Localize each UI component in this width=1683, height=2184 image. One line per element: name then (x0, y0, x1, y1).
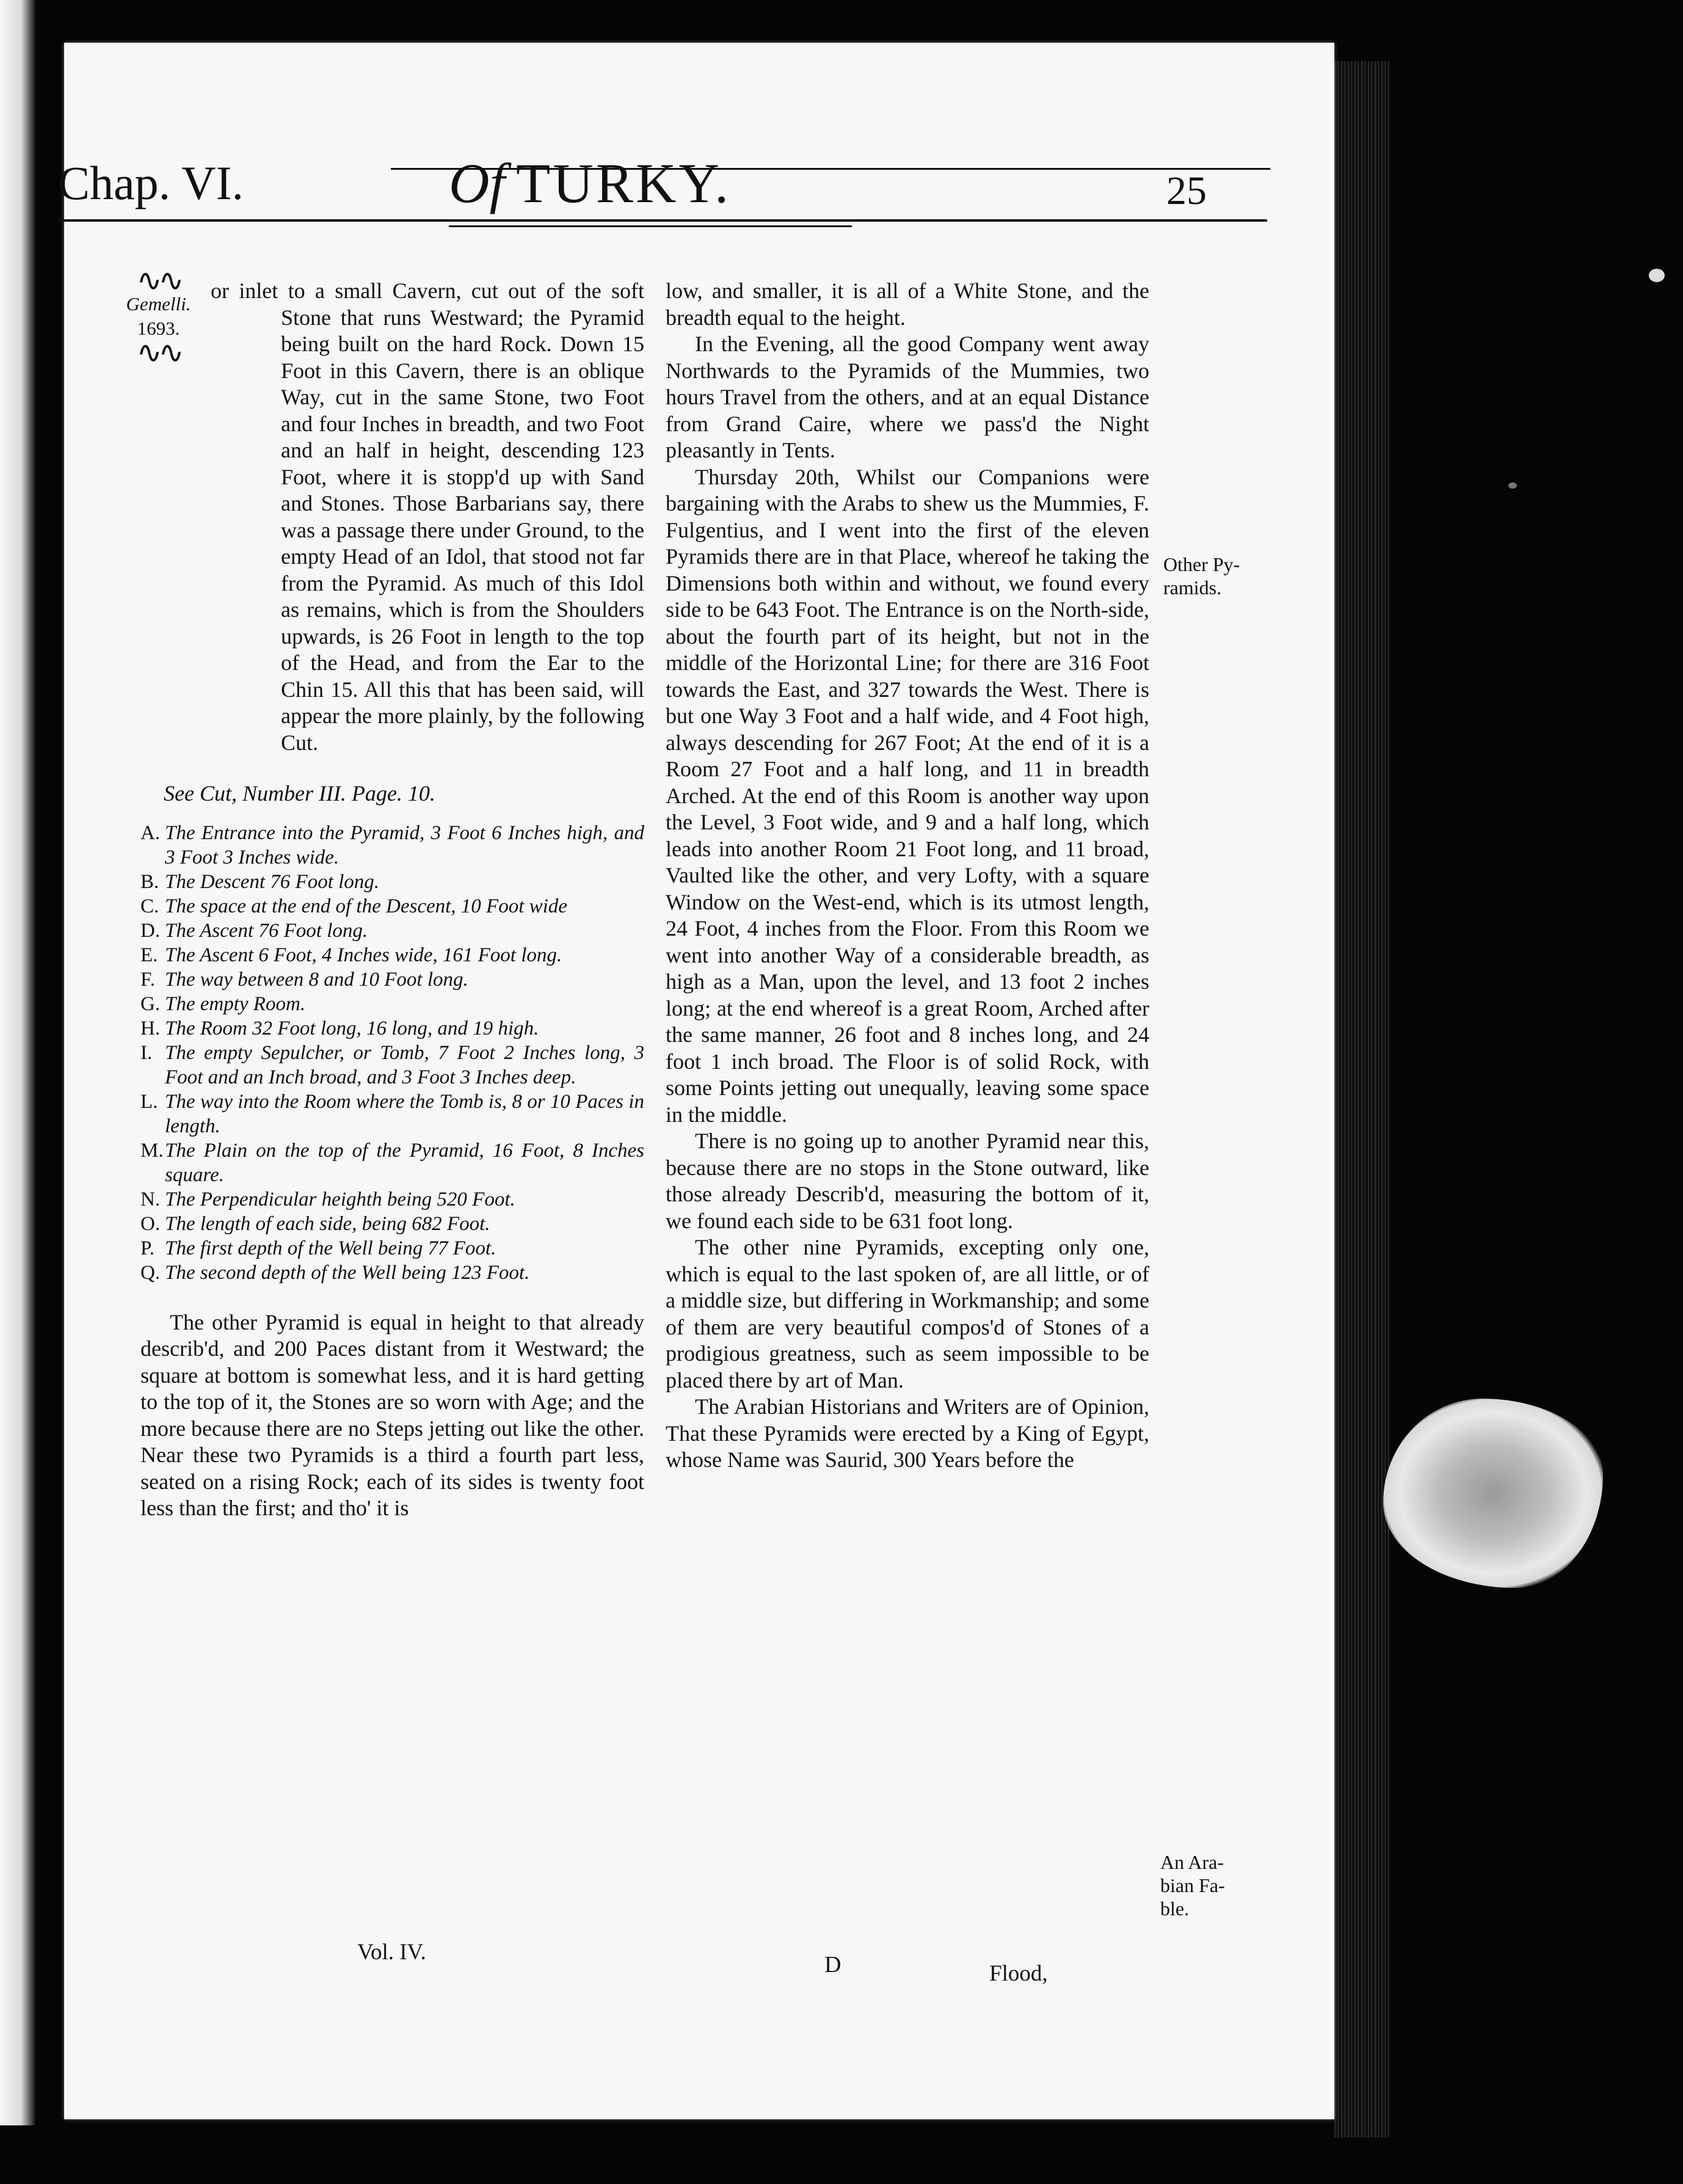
paragraph: The other Pyramid is equal in height to that already describ'd, and 200 Paces distant from it Westward; the square at bottom is somewhat less, and it is hard getting to the top of it, the Stones are so worn with Age; and the more because there are no Steps jetting out like the other. Near these two Pyramids is a third a fourth part less, seated on a rising Rock; each of its sides is twenty foot less than the first; and tho' it is (140, 1309, 644, 1520)
chapter-label: Chap. VI. (58, 156, 244, 209)
header-rule-double (449, 225, 852, 227)
figure-reference: See Cut, Number III. Page. 10. (164, 781, 435, 806)
volume-number: Vol. IV. (357, 1940, 426, 1965)
margin-note-arabian-fable: An Ara- bian Fa- ble. (1160, 1851, 1225, 1920)
legend-item: I. The empty Sepulcher, or Tomb, 7 Foot 2 Inches long, 3 Foot and an Inch broad, and 3 Foot 3 Inches deep. (140, 1041, 644, 1088)
right-column (666, 278, 1149, 1474)
legend-item: G. The empty Room. (140, 992, 306, 1015)
header-rule (58, 219, 1267, 222)
dust-speck (1508, 482, 1517, 489)
paragraph: The Arabian Historians and Writers are of Opinion, That these Pyramids were erected by a King of Egypt, whose Name was Saurid, 300 Years before the (666, 1394, 1149, 1472)
legend-item: Q. The second depth of the Well being 123 Foot. (140, 1261, 530, 1284)
paragraph: The other nine Pyramids, excepting only one, which is equal to the last spoken of, are all little, or of a middle size, but differing in Workmanship; and some of them are very beautiful compos'd of Stones of a prodigious greatness, such as seem impossible to be placed there by art of Man. (666, 1235, 1149, 1392)
paragraph: Thursday 20th, Whilst our Companions were bargaining with the Arabs to shew us the Mummies, F. Fulgentius, and I went into the first of the eleven Pyramids there are in that Place, whereof he taking the Dimensions both within and without, we found every side to be 643 Foot. The Entrance is on the North-side, about the fourth part of its height, but not in the middle of the Horizontal Line; for there are 316 Foot towards the East, and 327 towards the West. There is but one Way 3 Foot and a half wide, and 4 Foot high, always descending for 267 Foot; At the end of it is a Room 27 Foot and a half long, and 11 in breadth Arched. At the end of this Room is another way upon the Level, 3 Foot wide, and 9 and a half long, which leads into another Room 21 Foot long, and 11 broad, Vaulted like the other, and very Lofty, with a square Window on the West-end, which is its utmost length, 24 Foot, 4 inches from the Floor. From this Room we went into another Way of a considerable breadth, as high as a Man, upon the level, and 13 foot 2 inches long; at the end whereof is a great Room, Arched after the same manner, 26 foot and 8 inches long, and 24 foot 1 inch broad. The Floor is of solid Rock, with some Points jetting out unequally, leaving some space in the middle. (666, 464, 1149, 1127)
running-header (58, 152, 1207, 229)
legend-item: H. The Room 32 Foot long, 16 long, and 19 high. (140, 1017, 539, 1039)
figure-legend (140, 821, 644, 1285)
legend-item: O. The length of each side, being 682 Foot. (140, 1212, 490, 1235)
running-title-main: TURKY. (516, 152, 732, 214)
running-title (449, 151, 731, 216)
paragraph: or inlet to a small Cavern, cut out of the soft Stone that runs Westward; the Pyramid being built on the hard Rock. Down 15 Foot in this Cavern, there is an oblique Way, cut in the same Stone, two Foot and four Inches in breadth, and two Foot and an half in height, descending 123 Foot, where it is stopp'd up with Sand and Stones. Those Barbarians say, there was a passage there under Ground, to the empty Head of an Idol, that stood not far from the Pyramid. As much of this Idol as remains, which is from the Shoulders upwards, is 26 Foot in length to the top of the Head, and from the Ear to the Chin 15. All this that has been said, will appear the more plainly, by the following Cut. (211, 278, 644, 755)
legend-item: C. The space at the end of the Descent, 10 Foot wide (140, 895, 567, 917)
legend-item: A. The Entrance into the Pyramid, 3 Foot 6 Inches high, and 3 Foot 3 Inches wide. (140, 821, 644, 868)
legend-item: D. The Ascent 76 Foot long. (140, 919, 368, 942)
legend-item: P. The first depth of the Well being 77 Foot. (140, 1237, 496, 1259)
paragraph: There is no going up to another Pyramid near this, because there are no stops in the Stone outward, like those already Describ'd, measuring the bottom of it, we found each side to be 631 foot long. (666, 1129, 1149, 1233)
signature-mark: D (824, 1952, 842, 1978)
margin-note-other-pyramids: Other Py- ramids. (1163, 553, 1240, 599)
catchword: Flood, (989, 1961, 1048, 1986)
legend-item: L. The way into the Room where the Tomb is, 8 or 10 Paces in length. (140, 1090, 644, 1137)
left-column (140, 278, 644, 1522)
legend-item: F. The way between 8 and 10 Foot long. (140, 968, 468, 991)
flourish-ornament: ∿∿ (136, 335, 181, 369)
paragraph: low, and smaller, it is all of a White Stone, and the breadth equal to the height. (666, 278, 1149, 330)
paragraph: In the Evening, all the good Company went away Northwards to the Pyramids of the Mummies, two hours Travel from the others, and at an equal Distance from Grand Caire, where we pass'd the Night pleasantly in Tents. (666, 332, 1149, 462)
facing-page-edge (0, 0, 35, 2125)
legend-item: E. The Ascent 6 Foot, 4 Inches wide, 161 Foot long. (140, 944, 562, 966)
page-number: 25 (1166, 169, 1207, 213)
dust-speck (1649, 269, 1665, 282)
flourish-ornament: ∿∿ (136, 263, 181, 297)
margin-year: 1693. (137, 318, 180, 339)
margin-author: Gemelli. (126, 293, 191, 315)
legend-item: B. The Descent 76 Foot long. (140, 870, 380, 893)
legend-item: N. The Perpendicular heighth being 520 Foot. (140, 1188, 515, 1210)
legend-item: M. The Plain on the top of the Pyramid, 16 Foot, 8 Inches square. (140, 1139, 644, 1186)
running-title-of: Of (449, 152, 505, 214)
book-fore-edge (1334, 61, 1389, 2138)
